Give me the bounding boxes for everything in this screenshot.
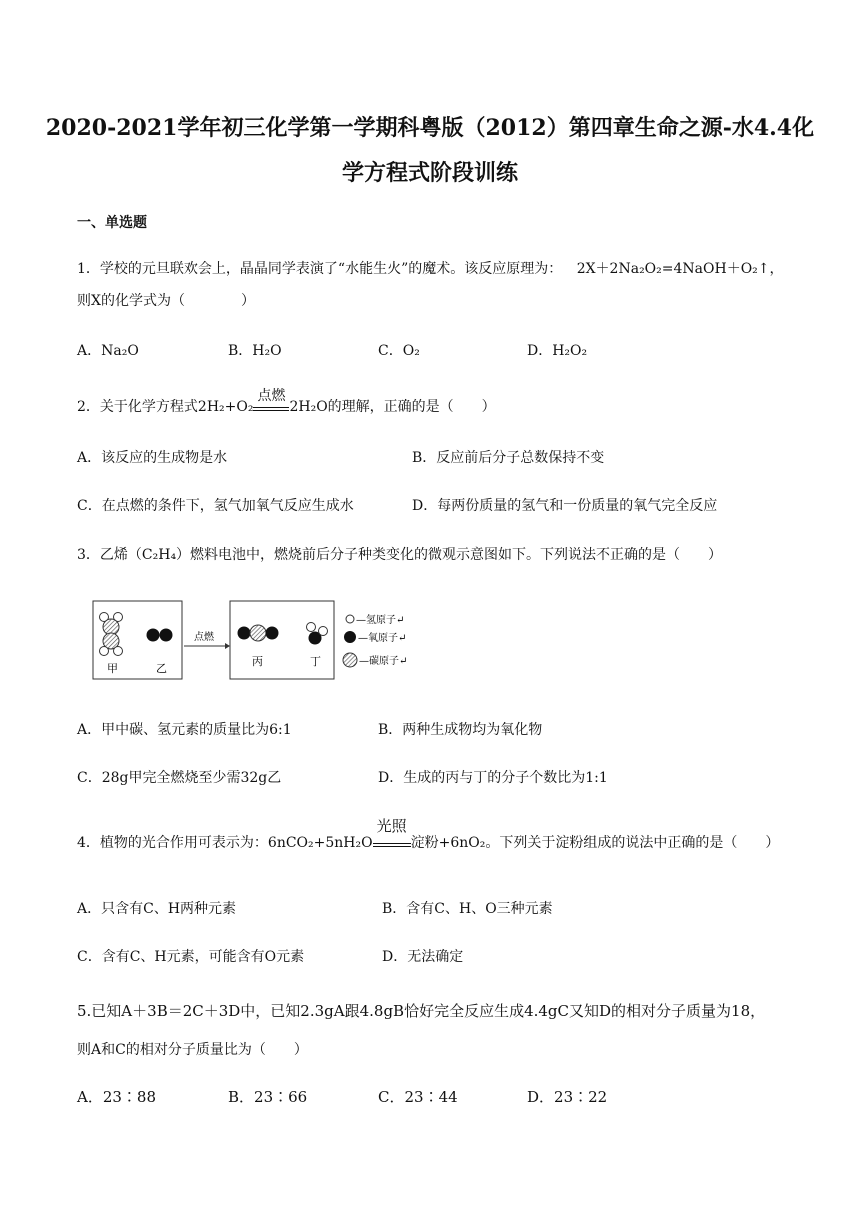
q4-option-c[interactable]: C．含有C、H元素，可能含有O元素 xyxy=(77,949,305,965)
q5-option-c[interactable]: C．23∶44 xyxy=(378,1088,458,1106)
h-atom xyxy=(319,627,328,636)
q2-equals-bar xyxy=(253,407,289,411)
q2-stem xyxy=(77,388,496,416)
h-atom xyxy=(307,623,316,632)
q3-option-c[interactable]: C．28g甲完全燃烧至少需32g乙 xyxy=(77,770,282,786)
q5-option-a[interactable]: A．23∶88 xyxy=(77,1088,157,1106)
q3-molecule-diagram xyxy=(92,600,432,690)
label-yi: 乙 xyxy=(156,662,167,675)
q1-stem-line2: 则X的化学式为（ ） xyxy=(77,293,255,309)
q2-option-a[interactable]: A．该反应的生成物是水 xyxy=(77,450,228,466)
q1-option-a[interactable]: A．Na₂O xyxy=(77,343,139,359)
o-atom xyxy=(266,627,279,640)
h-atom xyxy=(100,647,109,656)
q2-option-c[interactable]: C．在点燃的条件下，氢气加氧气反应生成水 xyxy=(77,498,354,514)
document-title-line1: 2020-2021学年初三化学第一学期科粤版（2012）第四章生命之源-水4.4化 xyxy=(45,115,815,141)
q2-condition-label: 点燃 xyxy=(257,388,286,404)
q1-equation: 2X＋2Na₂O₂=4NaOH＋O₂↑， xyxy=(576,261,784,277)
legend-h: —氢原子↵ xyxy=(356,615,405,626)
q5-option-d[interactable]: D．23∶22 xyxy=(527,1088,608,1106)
arrow-condition: 点燃 xyxy=(194,632,214,643)
legend-o-icon xyxy=(344,631,356,643)
h-atom xyxy=(114,647,123,656)
legend-o: —氧原子↵ xyxy=(358,633,407,644)
q4-option-d[interactable]: D．无法确定 xyxy=(382,949,464,965)
q4-stem-post: 淀粉+6nO₂。下列关于淀粉组成的说法中正确的是（ ） xyxy=(410,835,780,851)
q1-option-d[interactable]: D．H₂O₂ xyxy=(527,343,588,359)
label-ding: 丁 xyxy=(310,655,321,668)
q1-option-b[interactable]: B．H₂O xyxy=(228,343,282,359)
q4-condition xyxy=(373,817,411,847)
q2-stem-pre: 2．关于化学方程式2H₂+O₂ xyxy=(77,399,254,415)
reaction-arrowhead xyxy=(225,643,230,649)
q3-option-d[interactable]: D．生成的丙与丁的分子个数比为1:1 xyxy=(378,770,608,786)
q2-option-b[interactable]: B．反应前后分子总数保持不变 xyxy=(412,450,605,466)
q5-stem-line2: 则A和C的相对分子质量比为（ ） xyxy=(77,1042,308,1058)
q4-equals-bar xyxy=(373,843,411,847)
label-bing: 丙 xyxy=(252,655,263,668)
q1-stem-text: 1．学校的元旦联欢会上，晶晶同学表演了“水能生火”的魔术。该反应原理为： xyxy=(77,261,563,277)
o-atom xyxy=(238,627,251,640)
legend-c: —碳原子↵ xyxy=(359,656,408,667)
legend-h-icon xyxy=(346,615,354,623)
label-jia: 甲 xyxy=(107,662,118,675)
q1-stem-line1 xyxy=(77,258,784,278)
o-atom xyxy=(147,629,160,642)
q2-option-d[interactable]: D．每两份质量的氢气和一份质量的氧气完全反应 xyxy=(412,498,718,514)
q4-option-b[interactable]: B．含有C、H、O三种元素 xyxy=(382,901,553,917)
legend-c-icon xyxy=(343,653,357,667)
q4-option-a[interactable]: A．只含有C、H两种元素 xyxy=(77,901,237,917)
c-atom xyxy=(250,625,266,641)
q5-option-b[interactable]: B．23∶66 xyxy=(228,1088,308,1106)
q4-stem xyxy=(77,817,780,852)
q4-condition-label: 光照 xyxy=(376,817,407,835)
q4-stem-pre: 4．植物的光合作用可表示为：6nCO₂+5nH₂O xyxy=(77,835,373,851)
q2-condition xyxy=(253,388,289,411)
q3-option-b[interactable]: B．两种生成物均为氧化物 xyxy=(378,722,543,738)
q3-stem: 3．乙烯（C₂H₄）燃料电池中，燃烧前后分子种类变化的微观示意图如下。下列说法不正确的是（ ） xyxy=(77,547,723,563)
section-heading: 一、单选题 xyxy=(77,215,147,231)
o-atom xyxy=(160,629,173,642)
q5-stem-line1: 5.已知A＋3B＝2C＋3D中，已知2.3gA跟4.8gB恰好完全反应生成4.4gC又知D的相对分子质量为18， xyxy=(77,1002,766,1020)
q2-stem-post: 2H₂O的理解，正确的是（ ） xyxy=(289,399,496,415)
document-title-line2: 学方程式阶段训练 xyxy=(341,160,518,186)
q3-option-a[interactable]: A．甲中碳、氢元素的质量比为6:1 xyxy=(77,722,292,738)
q1-option-c[interactable]: C．O₂ xyxy=(378,343,420,359)
